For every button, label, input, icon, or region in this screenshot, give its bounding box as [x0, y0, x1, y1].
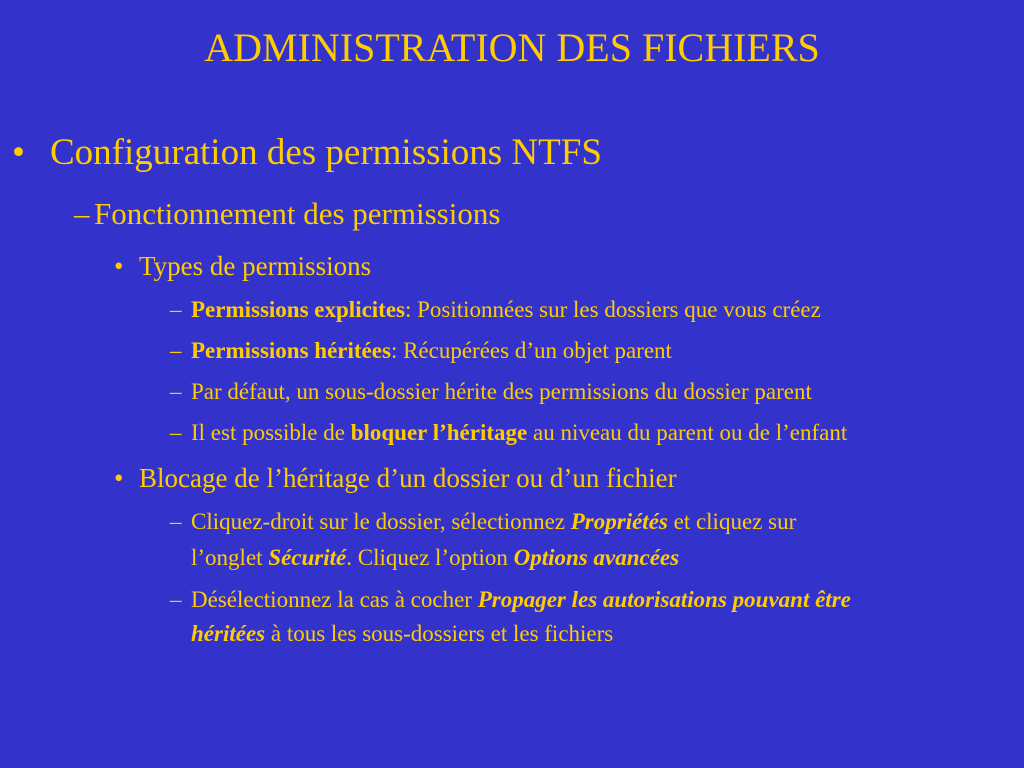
list-item-line-2 — [191, 617, 613, 651]
term-bold: bloquer l’héritage — [350, 420, 528, 445]
bullet-icon: • — [114, 251, 124, 281]
dash-icon: – — [170, 509, 182, 534]
text-segment: au niveau du parent ou de l’enfant — [527, 420, 848, 445]
slide-title: ADMINISTRATION DES FICHIERS — [204, 25, 820, 70]
dash-icon: – — [170, 338, 182, 363]
dash-icon: – — [170, 420, 182, 445]
text-segment: Cliquez-droit sur le dossier, sélectionnez — [191, 509, 571, 534]
text-segment: . Cliquez l’option — [346, 545, 514, 570]
term-bold: Permissions explicites — [191, 297, 405, 322]
bullet-text: Blocage de l’héritage d’un dossier ou d’un fichier — [139, 463, 677, 493]
dash-icon: – — [170, 379, 182, 404]
list-item-text — [191, 293, 821, 327]
list-item-line-1 — [191, 505, 796, 539]
term-bold-italic: héritées — [191, 621, 266, 646]
list-item-text — [191, 416, 847, 450]
text-segment: et cliquez sur — [667, 509, 797, 534]
dash-icon: – — [74, 196, 90, 231]
text-segment: Désélectionnez la cas à cocher — [191, 587, 478, 612]
bullet-text: Configuration des permissions NTFS — [50, 132, 602, 173]
bullet-icon: • — [12, 132, 25, 173]
term-bold-italic: Sécurité — [268, 545, 347, 570]
term-description: : Positionnées sur les dossiers que vous créez — [405, 297, 821, 322]
bullet-icon: • — [114, 463, 124, 493]
term-bold: Permissions héritées — [191, 338, 391, 363]
list-item-line-1 — [191, 583, 851, 617]
list-item-line-2 — [191, 541, 679, 575]
dash-icon: – — [170, 587, 182, 612]
dash-icon: – — [170, 297, 182, 322]
text-segment: l’onglet — [191, 545, 269, 570]
list-item-text — [191, 334, 672, 368]
term-description: : Récupérées d’un objet parent — [390, 338, 672, 363]
sub-item-text: Fonctionnement des permissions — [94, 196, 501, 231]
text-segment: Il est possible de — [191, 420, 351, 445]
list-item-text: Par défaut, un sous-dossier hérite des permissions du dossier parent — [191, 379, 812, 404]
bullet-text: Types de permissions — [139, 251, 372, 281]
term-bold-italic: Propriétés — [570, 509, 668, 534]
term-bold-italic: Propager les autorisations pouvant être — [477, 587, 851, 612]
text-segment: à tous les sous-dossiers et les fichiers — [265, 621, 614, 646]
term-bold-italic: Options avancées — [513, 545, 680, 570]
